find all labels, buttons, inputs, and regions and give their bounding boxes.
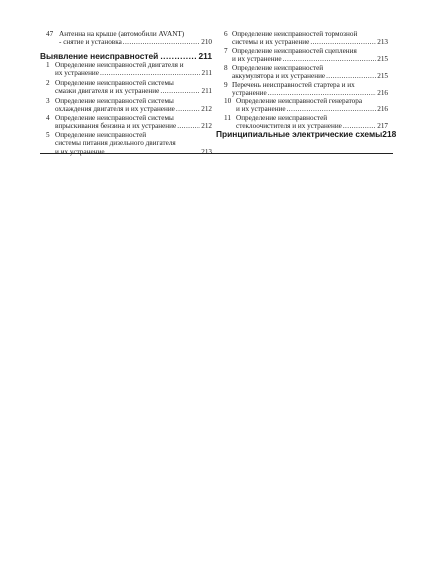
entry-number: 9 xyxy=(224,81,228,89)
dot-leader xyxy=(287,105,377,113)
entry-title-line1: Определение неисправностей системы xyxy=(55,114,174,122)
dot-leader xyxy=(106,148,201,156)
entry-title-line2: устранение xyxy=(232,89,267,98)
entry-title-line2: их устранение xyxy=(55,69,99,78)
entry-number: 47 xyxy=(46,30,54,38)
dot-leader xyxy=(176,105,200,113)
dot-leader xyxy=(123,38,200,46)
entry-title-line1: Определение неисправностей тормозной xyxy=(232,30,358,38)
entry-title-line2: системы питания дизельного двигателя xyxy=(55,139,176,148)
entry-title-line2: и их устранение xyxy=(232,55,282,64)
toc-entry-1 xyxy=(46,61,212,78)
section-heading-troubleshooting xyxy=(40,51,212,61)
entry-page: 216 xyxy=(377,105,388,114)
entry-number: 8 xyxy=(224,64,228,72)
dot-leader xyxy=(310,38,376,46)
entry-title-line2: смазки двигателя и их устранение xyxy=(55,87,160,96)
entry-title-line1: Определение неисправностей системы xyxy=(55,97,174,105)
dot-leader xyxy=(160,51,196,61)
dot-leader xyxy=(326,72,376,80)
entry-page: 210 xyxy=(201,38,212,47)
entry-page: 211 xyxy=(201,69,212,78)
section-page: 218 xyxy=(382,129,397,139)
entry-title-line3: и их устранение xyxy=(55,147,105,156)
entry-title-line2: стеклоочистителя и их устранение xyxy=(236,122,342,131)
toc-entry-6 xyxy=(224,30,388,47)
entry-title-line1: Определение неисправностей сцепления xyxy=(232,47,357,55)
horizontal-rule xyxy=(40,153,393,154)
dot-leader xyxy=(283,55,377,63)
dot-leader xyxy=(177,122,200,130)
entry-title-line1: Определение неисправностей xyxy=(236,114,328,122)
entry-number: 7 xyxy=(224,47,228,55)
entry-number: 11 xyxy=(224,114,231,122)
toc-entry-4 xyxy=(46,114,212,131)
entry-page: 215 xyxy=(377,55,388,64)
toc-entry-2 xyxy=(46,79,212,96)
entry-page: 213 xyxy=(201,147,212,156)
entry-page: 213 xyxy=(377,38,388,47)
toc-entry-7 xyxy=(224,47,388,64)
entry-title-line2: и их устранение xyxy=(236,105,286,114)
entry-title-line2: охлаждения двигателя и их устранение xyxy=(55,105,175,114)
entry-page: 211 xyxy=(201,87,212,96)
entry-number: 3 xyxy=(46,97,50,105)
entry-title-line1: Определение неисправностей xyxy=(232,64,324,72)
entry-page: 212 xyxy=(201,122,212,131)
entry-title-line1: Определение неисправностей генератора xyxy=(236,97,363,105)
toc-entry-9 xyxy=(224,81,388,98)
entry-page: 217 xyxy=(377,122,388,131)
entry-title-line1: Определение неисправностей xyxy=(55,131,147,139)
toc-entry-8 xyxy=(224,64,388,81)
entry-number: 5 xyxy=(46,131,50,139)
entry-title-line2: системы и их устранение xyxy=(232,38,310,47)
entry-number: 4 xyxy=(46,114,50,122)
entry-title-line2: - снятие и установка xyxy=(59,38,122,47)
toc-entry-10 xyxy=(224,97,388,114)
dot-leader xyxy=(100,69,201,77)
entry-title-line1: Перечень неисправностей стартера и их xyxy=(232,81,355,89)
entry-title-line2: впрыскивания бензина и их устранение xyxy=(55,122,177,131)
entry-page: 215 xyxy=(377,72,388,81)
entry-number: 6 xyxy=(224,30,228,38)
entry-title-line1: Определение неисправностей системы xyxy=(55,79,174,87)
entry-title-line1: Определение неисправностей двигателя и xyxy=(55,61,184,69)
entry-number: 2 xyxy=(46,79,50,87)
entry-number: 10 xyxy=(224,97,232,105)
entry-number: 1 xyxy=(46,61,50,69)
entry-title-line1: Антенна на крыше (автомобили AVANT) xyxy=(59,30,185,38)
entry-page: 216 xyxy=(377,89,388,98)
entry-title-line2: аккумулятора и их устранение xyxy=(232,72,326,81)
section-title: Выявление неисправностей xyxy=(40,51,159,61)
section-title: Принципиальные электрические схемы xyxy=(216,129,383,139)
toc-entry-3 xyxy=(46,97,212,114)
entry-page: 212 xyxy=(201,105,212,114)
toc-entry-47 xyxy=(46,30,212,47)
section-heading-wiring-diagrams xyxy=(216,129,397,139)
section-page: 211 xyxy=(198,51,212,61)
dot-leader xyxy=(160,87,200,95)
